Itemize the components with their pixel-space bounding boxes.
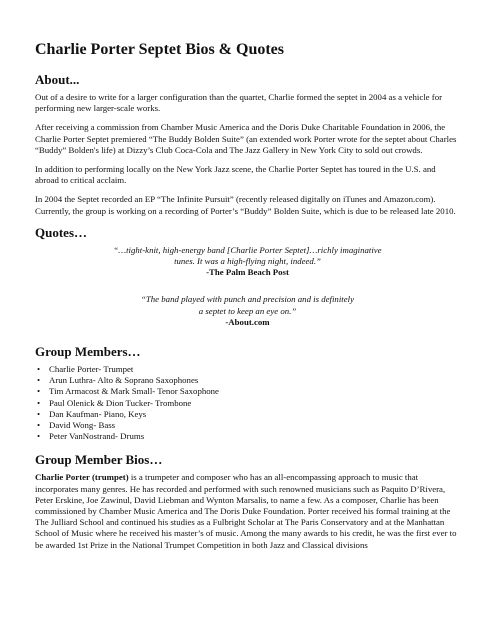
about-paragraph: After receiving a commission from Chamber Music America and the Doris Duke Charitable Foundation in 2006, the Charlie Porter Septet premiered “The Buddy Bolden Suite” (an extended work Porter wrote for the septet about Charles “Buddy” Bolden's life) at Dizzy’s Club Coca-Cola and The Jazz Gallery in New York City to sold out crowds. xyxy=(35,122,457,155)
quote-block xyxy=(35,245,460,279)
quote-line: “The band played with punch and precision and is definitely xyxy=(141,294,354,305)
about-heading: About... xyxy=(35,72,80,87)
about-paragraph: In 2004 the Septet recorded an EP “The Infinite Pursuit” (recently released digitally on iTunes and Amazon.com). Currently, the group is working on a recording of Porter’s “Buddy” Bolden Suite, which is due to be released late 2010. xyxy=(35,194,456,216)
member-item: • Tim Armacost & Mark Small- Tenor Saxophone xyxy=(49,386,460,397)
quotes-section xyxy=(35,225,460,328)
about-paragraph: In addition to performing locally on the New York Jazz scene, the Charlie Porter Septet has toured in the U.S. and abroad to critical acclaim. xyxy=(35,164,436,186)
about-section xyxy=(35,72,460,217)
bios-section xyxy=(35,452,460,550)
quote-line: tunes. It was a high-flying night, indeed.” xyxy=(174,256,321,267)
quote-line: “…tight-knit, high-energy band [Charlie Porter Septet]…richly imaginative xyxy=(113,244,382,255)
document-page xyxy=(35,40,460,559)
bio-text: is a trumpeter and composer who has an all-encompassing approach to music that incorporates many genres. He has recorded and performed with such renowned musicians such as Paquito D’Rivera, Peter Erskine, Joe Zawinul, David Liebman and Wynton Marsalis, to name a few. As a composer, Charlie has been commissioned by Chamber Music America and The Doris Duke Foundation. Porter received his formal training at the The Julliard School and continued his studies as a Fulbright Scholar at The Paris Conservatory and at the Manhattan School of Music where he received his master’s of music. Among the many awards to his credit, he was the first ever to be awarded 1st Prize in the National Trumpet Competition in both Jazz and Classical divisions xyxy=(35,472,457,550)
member-item: • Dan Kaufman- Piano, Keys xyxy=(49,409,460,420)
bios-heading: Group Member Bios… xyxy=(35,452,163,468)
bio-name: Charlie Porter (trumpet) xyxy=(35,472,129,483)
member-item: • Arun Luthra- Alto & Soprano Saxophones xyxy=(49,375,460,386)
member-item: • Paul Olenick & Dion Tucker- Trombone xyxy=(49,398,460,409)
page-title: Charlie Porter Septet Bios & Quotes xyxy=(35,41,284,58)
member-item: • David Wong- Bass xyxy=(49,420,460,431)
quote-source: -About.com xyxy=(225,316,270,327)
quotes-heading: Quotes… xyxy=(35,224,87,240)
members-list xyxy=(35,364,460,442)
members-section xyxy=(35,344,460,442)
members-heading: Group Members… xyxy=(35,344,141,360)
member-item: • Peter VanNostrand- Drums xyxy=(49,431,460,442)
quote-line: a septet to keep an eye on.” xyxy=(198,305,297,316)
member-item: • Charlie Porter- Trumpet xyxy=(49,364,460,375)
bio-paragraph xyxy=(35,472,460,550)
about-paragraph: Out of a desire to write for a larger configuration than the quartet, Charlie formed the septet in 2004 as a vehicle for performing new larger-scale works. xyxy=(35,92,443,114)
quote-block xyxy=(35,294,460,328)
quote-source: -The Palm Beach Post xyxy=(206,267,289,278)
